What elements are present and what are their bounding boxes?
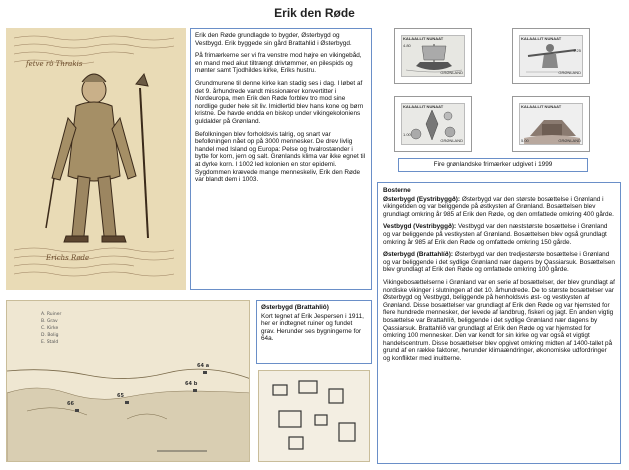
stamp-driftwood-man — [512, 28, 590, 84]
osterbygd-map — [6, 300, 250, 462]
stamp-1-sub: GRØNLAND — [440, 70, 463, 75]
stamp-2-sub: GRØNLAND — [558, 70, 581, 75]
intro-paragraph-2: På frimærkerne ser vi fra venstre mod højre en vikingebåd, en mand med akut tiltrængt drivtømmer, en pilespids og mønter samt Tjodhildes kirke, Eriks hustru. — [195, 52, 362, 75]
stamp-arrowhead-coins — [394, 96, 472, 152]
settlements-box — [377, 182, 621, 464]
ruin-plan-drawing — [259, 371, 370, 462]
map-note-box — [256, 300, 372, 364]
map-label-66: 66 — [67, 401, 74, 407]
intro-paragraph-1: Erik den Røde grundlagde to bygder, Østerbygd og Vestbygd. Erik byggede sin gård Brattahlid i Østerbygd. — [195, 32, 352, 47]
manuscript-text-bottom: Erichs Røde — [46, 254, 90, 262]
building-plan-64a — [258, 370, 370, 462]
stamp-4-sub: GRØNLAND — [558, 138, 581, 143]
stamp-2-country: KALAALLIT NUNAAT — [521, 36, 562, 41]
settlement-2-body: Vestbygd var den næststørste bosættelse i Grønland og var beliggende på vestkysten af Grønland. Bosættelsen blev også grundlagt omkring år 985 af Erik den Røde og omfattede omkring 150 gårde. — [383, 223, 608, 246]
intro-paragraph-3: Grundmurene til denne kirke kan stadig ses i dag. I løbet af det 9. århundrede vandt missionærer konvertitter i Nordeuropa, men Erik den Røde forblev tro mod sine nordlige guder hele sit liv. Imidlertid blev hans kone og børn kristne. De havde endda en biskop under vikingekoloniens guldalder på Grønland. — [195, 79, 364, 125]
stamp-viking-ship — [394, 28, 472, 84]
map-label-64b: 64 b — [185, 381, 198, 387]
map-legend-3: C. Kirke — [41, 326, 59, 331]
map-legend-1: A. Ruiner — [41, 312, 62, 317]
stamp-3-sub: GRØNLAND — [440, 138, 463, 143]
manuscript-illustration — [6, 28, 186, 290]
stamp-church — [512, 96, 590, 152]
stamp-4-country: KALAALLIT NUNAAT — [521, 104, 562, 109]
settlement-1-heading: Østerbygd (Eystribyggð): — [383, 195, 461, 203]
stamps-caption: Fire grønlandske frimærker udgivet i 1999 — [398, 158, 588, 172]
map-label-64a: 64 a — [197, 363, 210, 369]
stamp-3-country: KALAALLIT NUNAAT — [403, 104, 444, 109]
map-legend-2: B. Grav — [41, 319, 58, 324]
settlement-3-body: Østerbygd var den tredjestørste bosættelse i Grønland og var beliggende i det sydlige Grønland nær dagens by Qassiarsuk. Bosættelsen blev grundlagt af Erik den Røde og omfattede omkring 100 gårde. — [383, 251, 615, 274]
manuscript-text-top: fetve rò Thrakis — [26, 60, 83, 68]
page-title: Erik den Røde — [274, 6, 355, 20]
map-legend-5: E. Stald — [41, 340, 59, 345]
map-note-body: Kort tegnet af Erik Jespersen i 1911, her er indtegnet ruiner og fundet grav. Herunder ses bygningerne for 64a. — [261, 312, 364, 343]
settlement-1-body: Østerbygd var den største bosættelse i Grønland i vikingetiden og var beliggende på østkysten af Grønland. Bosættelsen blev grundlagt omkring år 985 af Erik den Røde, og den omfattede omkring 400 gårde. — [383, 195, 614, 218]
map-label-65: 65 — [117, 393, 124, 399]
stamp-1-value: 4.80 — [403, 43, 411, 48]
settlements-heading: Bosterne — [383, 187, 411, 194]
viking-warrior-drawing — [6, 28, 186, 290]
settlement-3-heading: Østerbygd (Brattahlíð): — [383, 251, 453, 259]
stamp-4-value: 5.00 — [521, 138, 529, 143]
stamp-3-value: 1.00 — [403, 132, 411, 137]
map-legend-4: D. Bolig — [41, 333, 59, 338]
stamp-1-country: KALAALLIT NUNAAT — [403, 36, 444, 41]
settlement-2-heading: Vestbygd (Vestribyggð): — [383, 223, 457, 231]
intro-paragraph-4: Befolkningen blev forholdsvis talrig, og snart var befolkningen nået op på 3000 mennesker. De drev livlig handel med Island og Europa: Pelse og hvalrostænder i bytte for korn, jern og salt. Grønlands klima var ikke egnet til at dyrke korn. I 1002 led kolonien en stor epidemi. Sygdommen krævede mange menneskeliv, Erik den Røde var blandt dem i 1003. — [195, 130, 366, 184]
stamp-2-value: 4.25 — [573, 48, 581, 53]
settlements-summary: Vikingebosættelserne i Grønland var en serie af bosættelser, der blev grundlagt af nordiske vikinger i slutningen af det 10. århundrede. De to største bosættelser var Østerbygd og Vestbygd, beliggende på henholdsvis øst- og vestkysten af Grønland. Disse bosættelser var grundlagt af Erik den Røde og var hjemsted for flere hundrede mennesker, der levede af landbrug, fiskeri og jagt. En anden vigtig bosættelse var Brattahlíð, beliggende i det sydlige Grønland nær dagens by Qassiarsuk. Brattahlíð var grundlagt af Erik den Røde og var hjemsted for omkring 100 mennesker. Den var kendt for sin kirke og var også et vigtigt handelscentrum. Disse bosættelser blev opgivet omkring midten af 1400-tallet på grund af en række faktorer, herunder klimaændringer, økonomiske udfordringer og konflikter med inuitterne. — [383, 278, 615, 362]
fjord-map-drawing — [7, 301, 250, 462]
map-note-heading: Østerbygd (Brattahliô) — [261, 304, 329, 311]
intro-text-box — [190, 28, 372, 290]
